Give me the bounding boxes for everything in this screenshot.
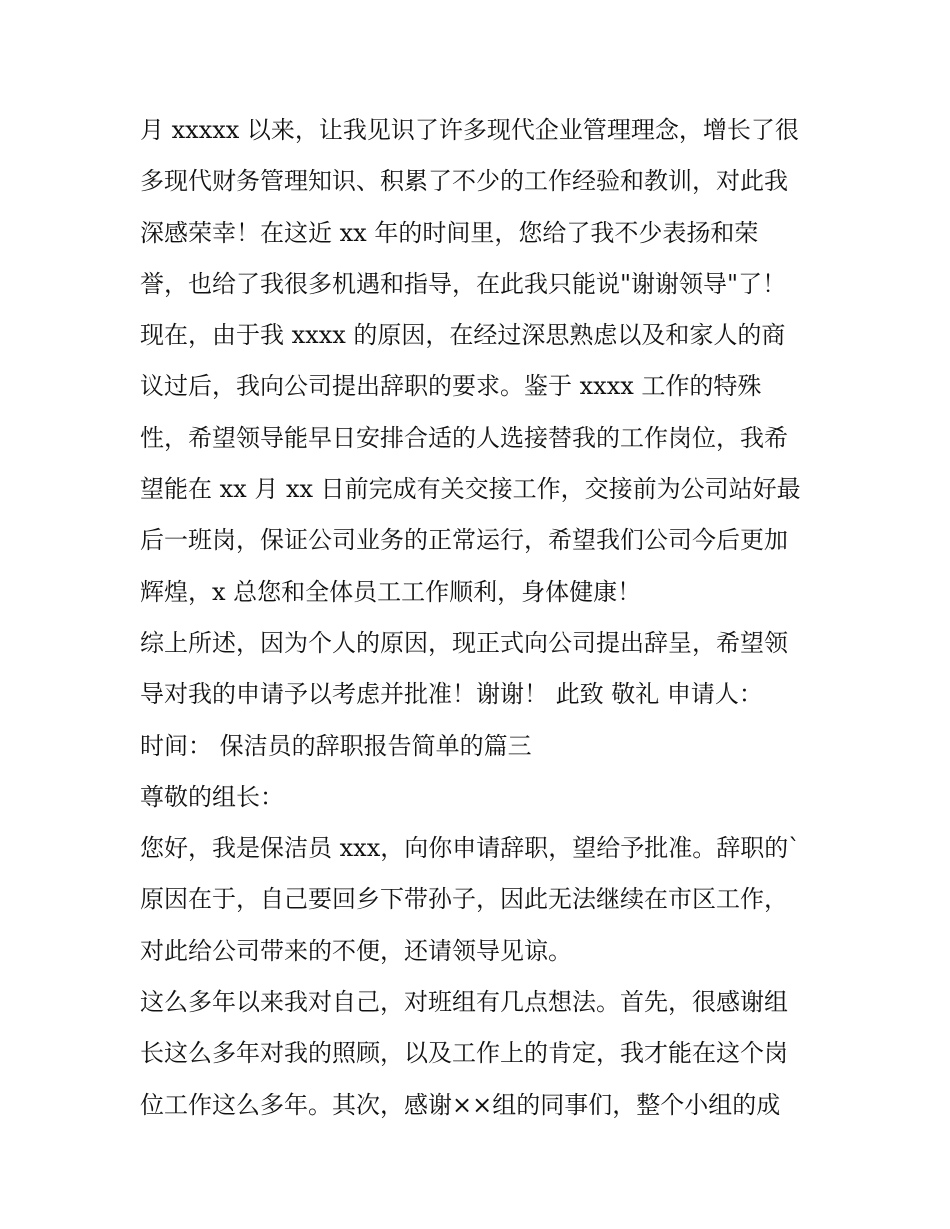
text-line: 导对我的申请予以考虑并批准！谢谢！ 此致 敬礼 申请人： (140, 680, 763, 709)
text-line: 辉煌，x 总您和全体员工工作顺利，身体健康！ (140, 577, 642, 606)
text-line: 议过后，我向公司提出辞职的要求。鉴于 xxxx 工作的特殊 (140, 372, 762, 401)
text-line: 综上所述，因为个人的原因，现正式向公司提出辞呈，希望领 (140, 628, 788, 657)
text-line: 您好，我是保洁员 xxx，向你申请辞职，望给予批准。辞职的` (140, 834, 801, 863)
text-line: 深感荣幸！在这近 xx 年的时间里，您给了我不少表扬和荣 (140, 218, 759, 247)
text-line: 位工作这么多年。其次，感谢××组的同事们，整个小组的成 (140, 1090, 781, 1119)
text-line: 月 xxxxx 以来，让我见识了许多现代企业管理理念，增长了很 (140, 116, 799, 144)
text-line: 誉，也给了我很多机遇和指导，在此我只能说"谢谢领导"了！ (140, 269, 787, 298)
text-line: 望能在 xx 月 xx 日前完成有关交接工作，交接前为公司站好最 (140, 475, 801, 504)
text-line: 尊敬的组长： (140, 782, 284, 811)
text-line: 这么多年以来我对自己，对班组有几点想法。首先，很感谢组 (140, 988, 788, 1017)
text-line: 时间： 保洁员的辞职报告简单的篇三 (140, 731, 532, 760)
text-line: 对此给公司带来的不便，还请领导见谅。 (140, 936, 572, 965)
text-line: 原因在于，自己要回乡下带孙子，因此无法继续在市区工作， (140, 885, 788, 914)
text-line: 后一班岗，保证公司业务的正常运行，希望我们公司今后更加 (140, 526, 788, 555)
text-line: 现在，由于我 xxxx 的原因，在经过深思熟虑以及和家人的商 (140, 321, 786, 350)
text-line: 性，希望领导能早日安排合适的人选接替我的工作岗位，我希 (140, 423, 788, 452)
body-text (140, 108, 830, 1134)
text-line: 多现代财务管理知识、积累了不少的工作经验和教训，对此我 (140, 167, 788, 196)
text-line: 长这么多年对我的照顾，以及工作上的肯定，我才能在这个岗 (140, 1039, 788, 1068)
